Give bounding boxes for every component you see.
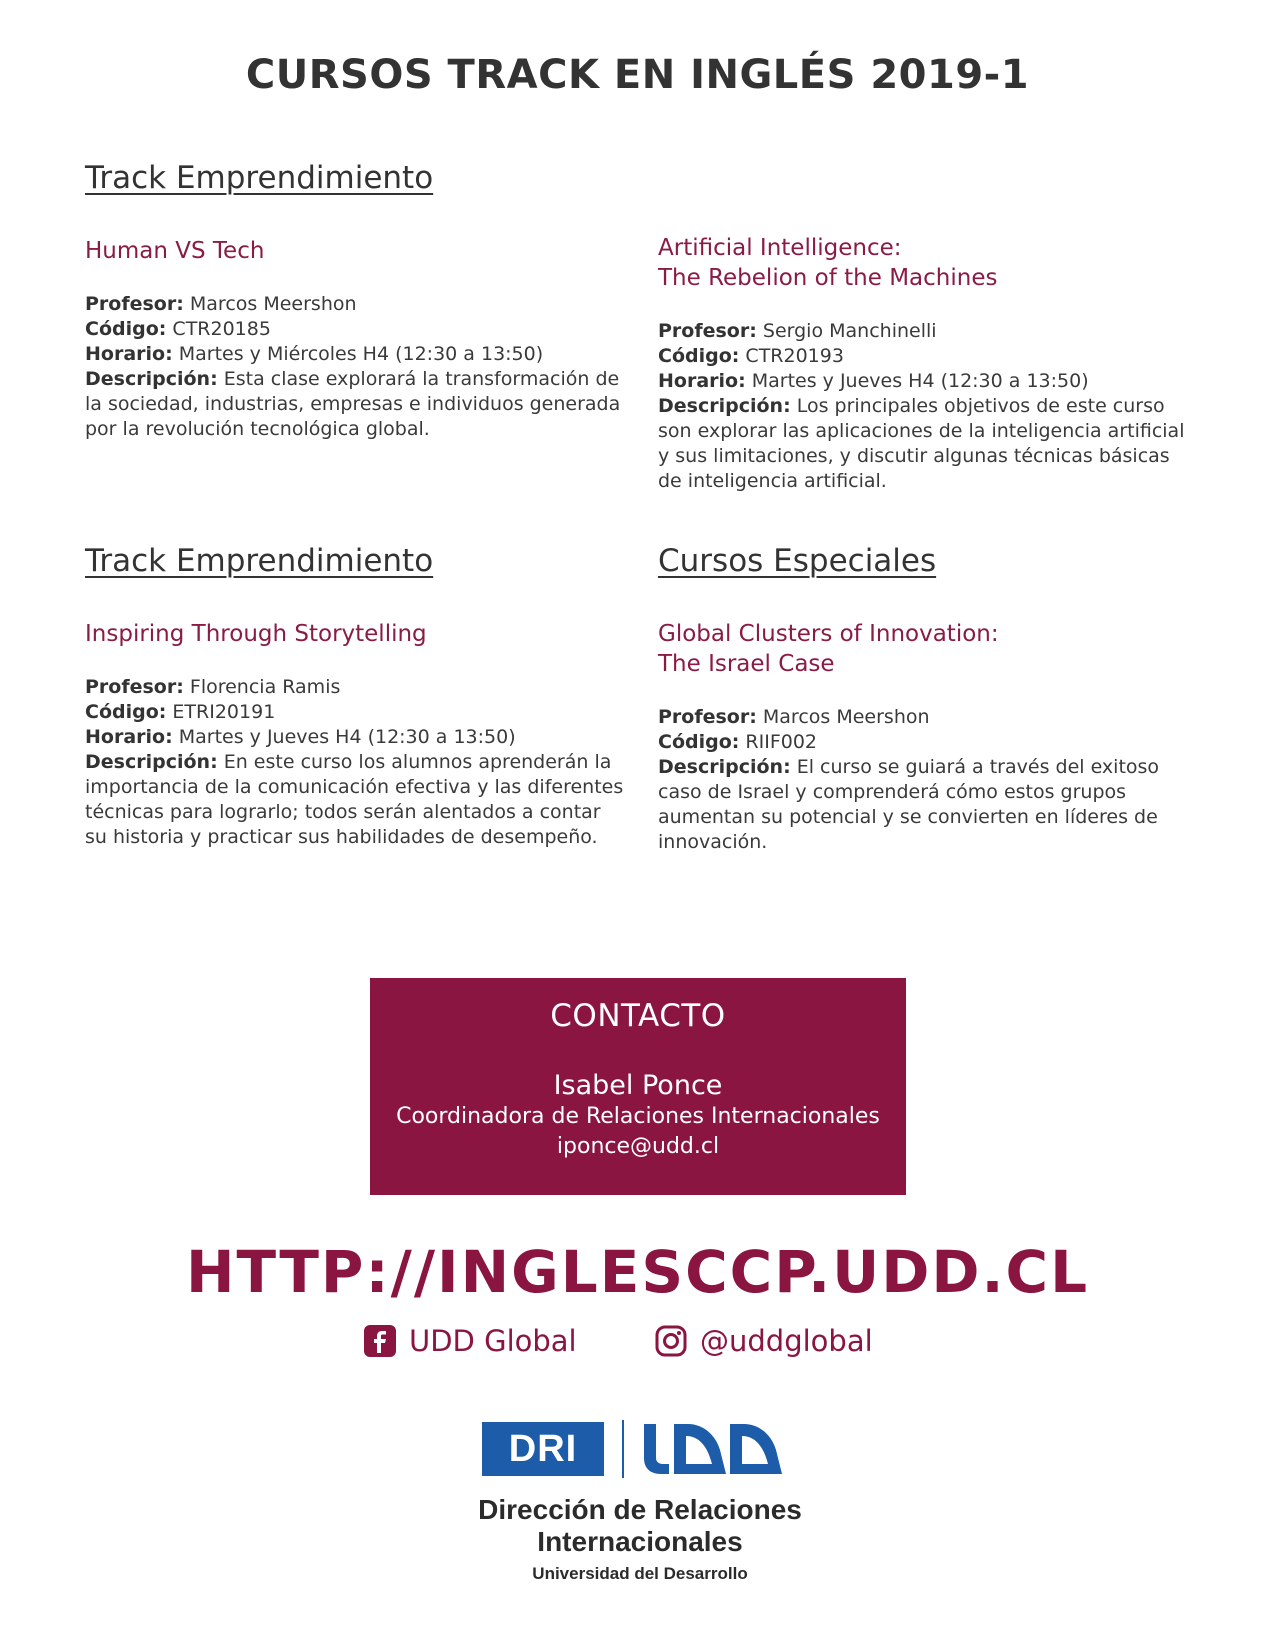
contact-name: Isabel Ponce [553,1070,723,1101]
contact-title: CONTACTO [550,998,726,1034]
codigo-row [85,700,625,725]
descripcion-value: Los principales objetivos de este curso son explorar las aplicaciones de la inteligencia artificial y sus limitaciones, y discutir algunas técnicas básicas de inteligencia artificial. [658,395,1185,492]
horario-value: Martes y Jueves H4 (12:30 a 13:50) [751,370,1089,392]
course-title-line: The Israel Case [658,651,835,677]
profesor-label: Profesor: [85,293,184,315]
profesor-row [85,675,625,700]
facebook-label: UDD Global [409,1324,577,1358]
facebook-icon [364,1325,396,1357]
codigo-row [658,730,1198,755]
course-title-human-vs-tech [85,236,625,266]
descripcion-row [85,367,625,442]
horario-value: Martes y Miércoles H4 (12:30 a 13:50) [178,343,544,365]
section-track-emprendimiento-1 [85,160,625,442]
course-title-line: Inspiring Through Storytelling [85,621,427,647]
profesor-value: Florencia Ramis [189,676,341,698]
descripcion-row [85,750,625,850]
descripcion-label: Descripción: [658,395,791,417]
course-title-line: Artificial Intelligence: [658,235,902,261]
horario-row [658,369,1198,394]
course-title-line: Human VS Tech [85,238,265,264]
udd-logo-icon [640,1422,800,1476]
course-title-line: The Rebelion of the Machines [658,265,998,291]
profesor-value: Marcos Meershon [762,706,930,728]
profesor-value: Sergio Manchinelli [762,320,937,342]
codigo-value: ETRI20191 [172,701,276,723]
section-heading: Track Emprendimiento [85,160,434,196]
course-info [85,675,625,850]
horario-value: Martes y Jueves H4 (12:30 a 13:50) [178,726,516,748]
profesor-label: Profesor: [658,706,757,728]
section-heading: Track Emprendimiento [85,543,434,579]
logo-text-university: Universidad del Desarrollo [532,1564,748,1583]
section-track-emprendimiento-2 [85,543,625,850]
profesor-row [85,292,625,317]
codigo-value: RIIF002 [745,731,818,753]
course-info [658,319,1198,494]
page-title: CURSOS TRACK EN INGLÉS 2019-1 [245,52,1030,98]
descripcion-row [658,394,1198,494]
site-url-link[interactable]: HTTP://INGLESCCP.UDD.CL [185,1238,1090,1306]
codigo-label: Código: [658,345,740,367]
profesor-value: Marcos Meershon [189,293,357,315]
logo-divider [622,1420,624,1478]
codigo-label: Código: [85,701,167,723]
contact-box [370,978,906,1195]
instagram-icon [655,1325,687,1357]
codigo-label: Código: [658,731,740,753]
course-title-storytelling [85,619,625,649]
section-cursos-especiales [658,543,1198,855]
dri-udd-logo [440,1400,840,1583]
instagram-label: @uddglobal [700,1324,873,1358]
profesor-label: Profesor: [658,320,757,342]
profesor-label: Profesor: [85,676,184,698]
horario-row [85,342,625,367]
section-heading: Cursos Especiales [658,543,937,579]
contact-role: Coordinadora de Relaciones Internacionales [396,1104,880,1129]
dri-badge: DRI [482,1422,604,1476]
profesor-row [658,705,1198,730]
horario-label: Horario: [658,370,746,392]
descripcion-row [658,755,1198,855]
codigo-label: Código: [85,318,167,340]
codigo-value: CTR20185 [172,318,271,340]
codigo-row [658,344,1198,369]
codigo-row [85,317,625,342]
descripcion-value: El curso se guiará a través del exitoso caso de Israel y comprenderá cómo estos grupos aumentan su potencial y se convierten en líderes de innovación. [658,756,1160,853]
course-title-line: Global Clusters of Innovation: [658,621,999,647]
logo-text-line: Internacionales [537,1526,743,1557]
logo-text-line: Dirección de Relaciones [478,1494,802,1525]
horario-label: Horario: [85,343,173,365]
horario-row [85,725,625,750]
contact-email[interactable]: iponce@udd.cl [556,1134,720,1159]
descripcion-value: En este curso los alumnos aprenderán la importancia de la comunicación efectiva y las diferentes técnicas para lograrlo; todos serán alentados a contar su historia y practicar sus habilidades de desempeño. [85,751,624,848]
course-info [658,705,1198,855]
course-info [85,292,625,442]
descripcion-label: Descripción: [85,368,218,390]
codigo-value: CTR20193 [745,345,844,367]
facebook-link[interactable] [364,1324,577,1358]
section-ai-course [658,233,1198,494]
descripcion-label: Descripción: [85,751,218,773]
horario-label: Horario: [85,726,173,748]
descripcion-label: Descripción: [658,756,791,778]
profesor-row [658,319,1198,344]
descripcion-value: Esta clase explorará la transformación de la sociedad, industrias, empresas e individuos generada por la revolución tecnológica global. [85,368,621,440]
course-title-global-clusters [658,619,1198,679]
course-title-artificial-intelligence [658,233,1198,293]
instagram-link[interactable] [655,1324,873,1358]
